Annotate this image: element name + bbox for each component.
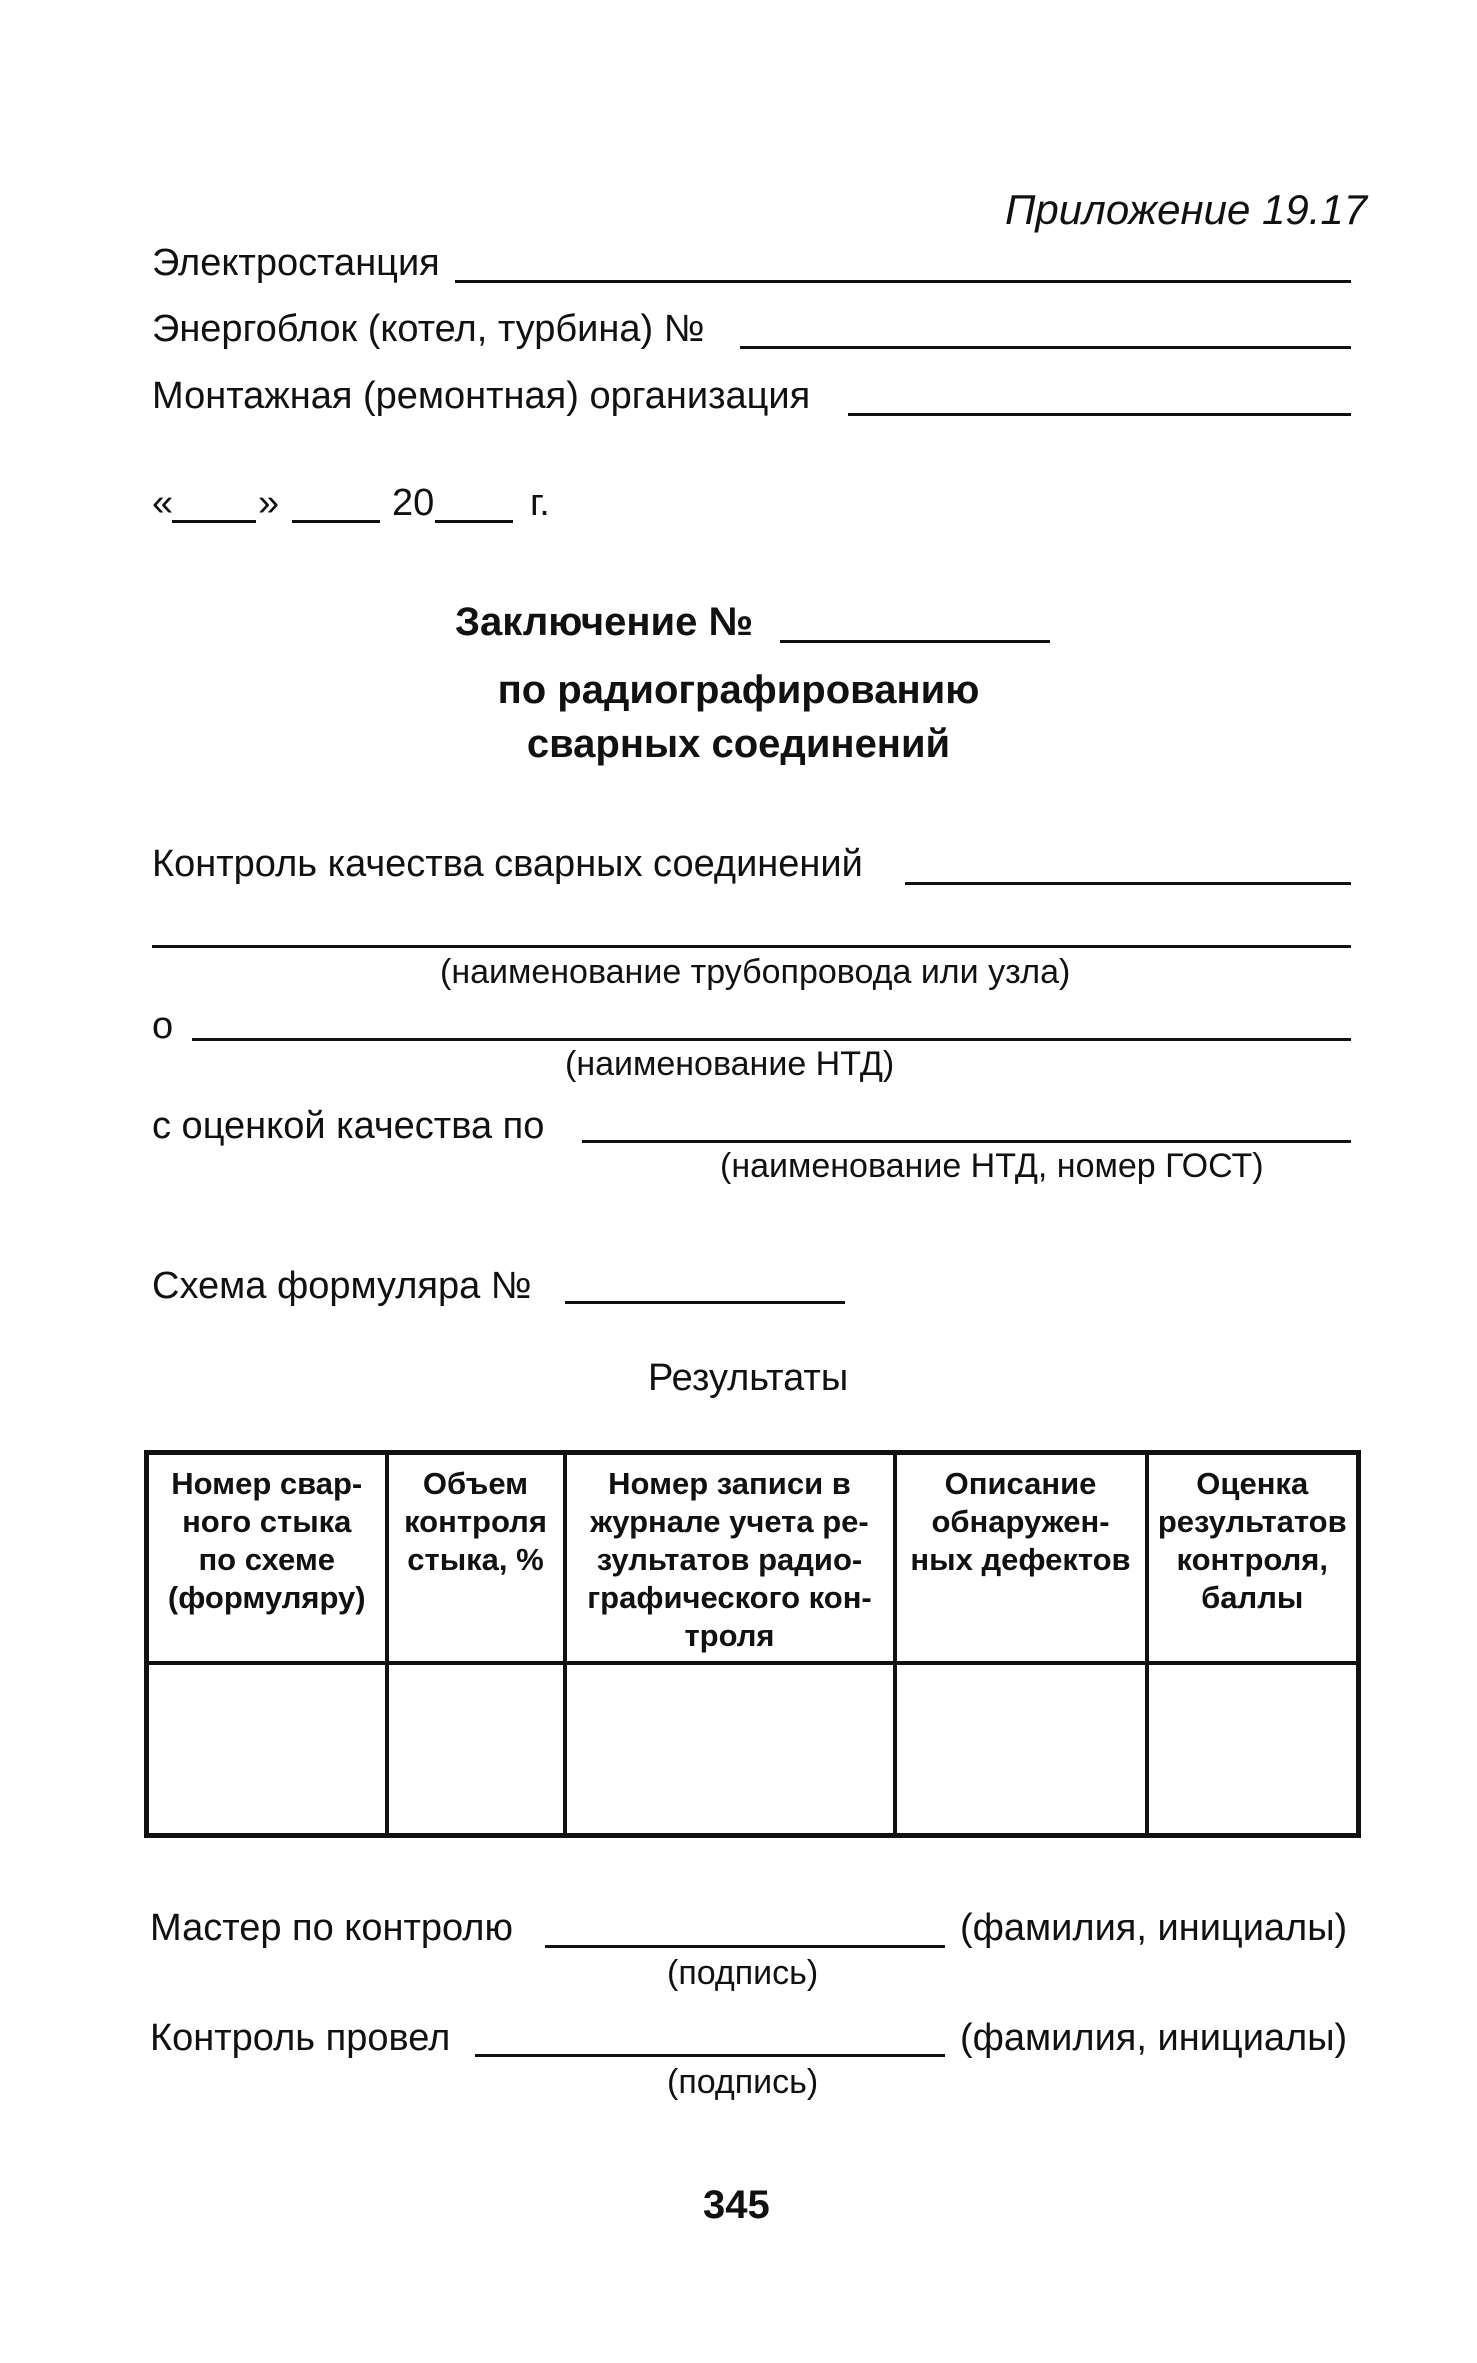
power-unit-label: Энергоблок (котел, турбина) № xyxy=(152,308,705,350)
about-label: о xyxy=(152,1005,174,1047)
col-defects-description: Описание обнаружен- ных дефектов xyxy=(895,1453,1147,1663)
master-signature-caption: (подпись) xyxy=(667,1954,819,1992)
conclusion-subtitle-1: по радиографированию xyxy=(497,668,980,712)
col-joint-number: Номер свар- ного стыка по схеме (формуляру) xyxy=(147,1453,387,1663)
cell-score[interactable] xyxy=(1147,1663,1359,1836)
cell-control-volume[interactable] xyxy=(387,1663,565,1836)
quality-assessment-field[interactable] xyxy=(582,1140,1351,1143)
performer-name-label: (фамилия, инициалы) xyxy=(960,2017,1348,2059)
page-number: 345 xyxy=(703,2183,770,2227)
form-scheme-field[interactable] xyxy=(565,1301,845,1304)
cell-journal-record[interactable] xyxy=(565,1663,895,1836)
date-suffix: г. xyxy=(530,482,550,524)
performer-label: Контроль провел xyxy=(150,2017,451,2059)
date-day-field[interactable] xyxy=(172,520,256,523)
conclusion-subtitle-2: сварных соединений xyxy=(526,722,951,766)
col-journal-record: Номер записи в журнале учета ре- зультатов радио- графического кон- троля xyxy=(565,1453,895,1663)
results-header-row xyxy=(147,1453,1359,1663)
performer-signature-caption: (подпись) xyxy=(667,2063,819,2101)
date-month-field[interactable] xyxy=(292,520,380,523)
results-heading: Результаты xyxy=(648,1357,849,1399)
power-station-field[interactable] xyxy=(455,280,1351,283)
results-empty-row xyxy=(147,1663,1359,1836)
date-year-prefix: 20 xyxy=(392,482,435,524)
performer-signature-field[interactable] xyxy=(475,2054,945,2057)
date-open-quote: « xyxy=(152,482,174,524)
pipeline-caption: (наименование трубопровода или узла) xyxy=(440,953,1071,991)
power-station-label: Электростанция xyxy=(152,242,440,284)
date-close-quote: » xyxy=(258,482,280,524)
cell-defects-description[interactable] xyxy=(895,1663,1147,1836)
ntd-field[interactable] xyxy=(192,1038,1351,1041)
master-name-label: (фамилия, инициалы) xyxy=(960,1907,1348,1949)
organization-field[interactable] xyxy=(848,413,1351,416)
conclusion-title: Заключение № xyxy=(455,600,754,644)
appendix-label: Приложение 19.17 xyxy=(1005,186,1368,233)
conclusion-number-field[interactable] xyxy=(780,640,1050,643)
cell-joint-number[interactable] xyxy=(147,1663,387,1836)
quality-control-field[interactable] xyxy=(905,882,1351,885)
power-unit-field[interactable] xyxy=(740,346,1351,349)
results-table xyxy=(144,1450,1361,1838)
organization-label: Монтажная (ремонтная) организация xyxy=(152,375,811,417)
quality-assessment-label: с оценкой качества по xyxy=(152,1105,545,1147)
master-label: Мастер по контролю xyxy=(150,1907,513,1949)
master-signature-field[interactable] xyxy=(545,1945,945,1948)
form-scheme-label: Схема формуляра № xyxy=(152,1265,532,1307)
ntd-gost-caption: (наименование НТД, номер ГОСТ) xyxy=(720,1147,1264,1185)
ntd-caption: (наименование НТД) xyxy=(565,1045,895,1083)
pipeline-field[interactable] xyxy=(152,945,1351,948)
col-control-volume: Объем контроля стыка, % xyxy=(387,1453,565,1663)
quality-control-label: Контроль качества сварных соединений xyxy=(152,843,863,885)
date-year-field[interactable] xyxy=(435,520,513,523)
col-score: Оценка результатов контроля, баллы xyxy=(1147,1453,1359,1663)
